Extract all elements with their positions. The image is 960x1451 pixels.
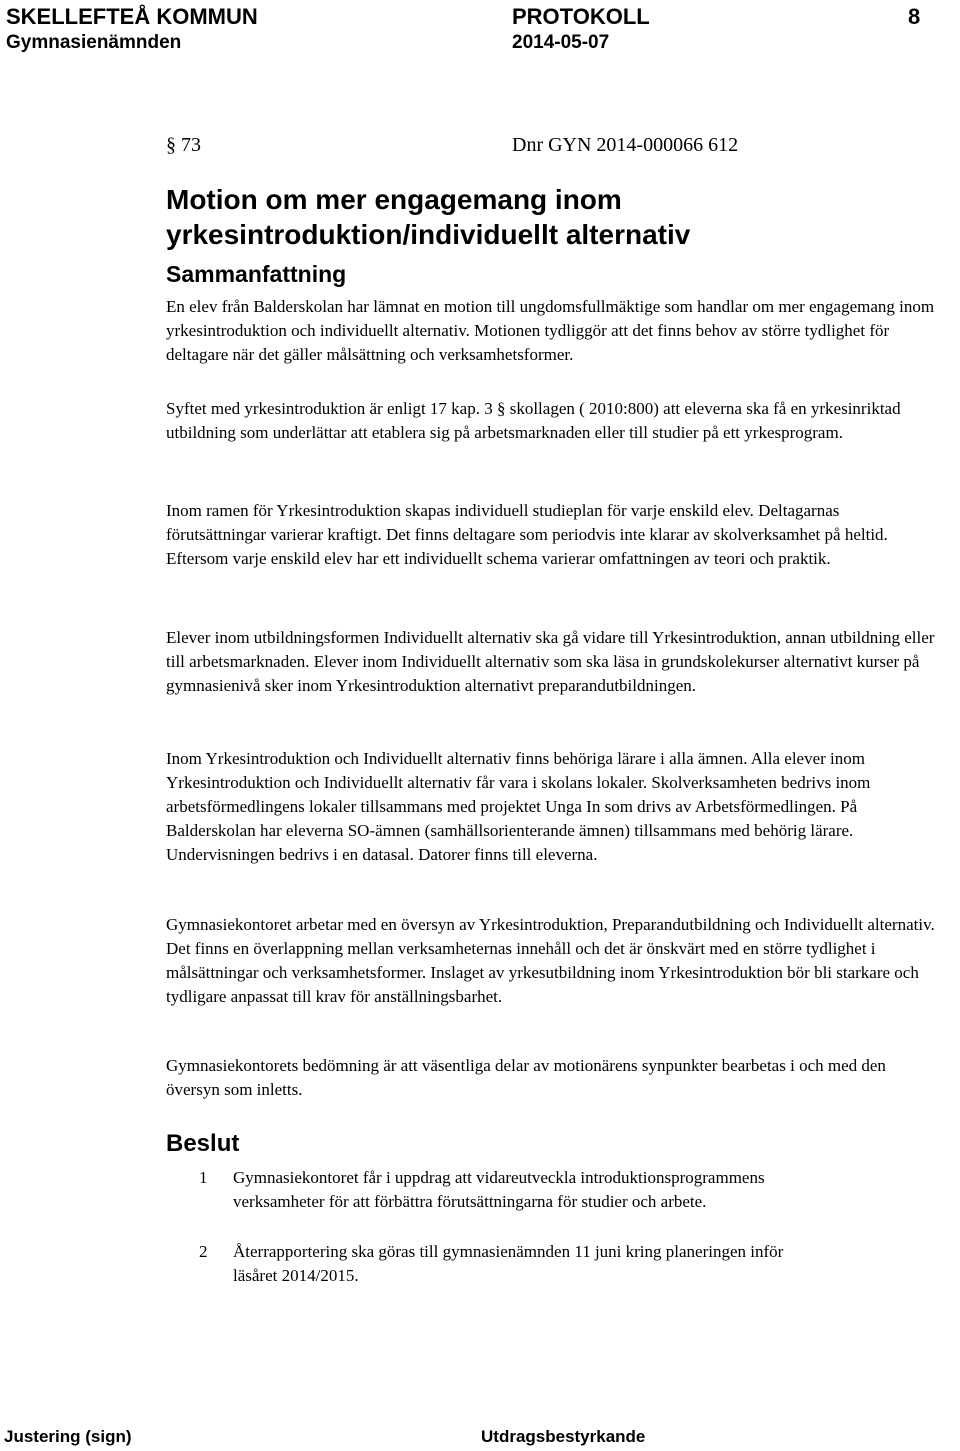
decision-item-number: 1 [199, 1168, 208, 1187]
paragraph-number: § 73 [166, 134, 201, 156]
decision-item-text: Gymnasiekontoret får i uppdrag att vidareutveckla introduktionsprogrammens verksamheter för att förbättra förutsättningarna för studier och arbete. [233, 1168, 765, 1211]
case-reference: Dnr GYN 2014-000066 612 [512, 134, 739, 156]
committee-name: Gymnasienämnden [6, 32, 182, 53]
decision-item-text: Återrapportering ska göras till gymnasienämnden 11 juni kring planeringen inför läsåret 2014/2015. [233, 1242, 784, 1285]
signature-label: Justering (sign) [4, 1427, 132, 1446]
summary-paragraph: Gymnasiekontorets bedömning är att väsentliga delar av motionärens synpunkter bearbetas i och med den översyn som inletts. [166, 1056, 886, 1099]
summary-paragraph: Inom Yrkesintroduktion och Individuellt alternativ finns behöriga lärare i alla ämnen. Alla elever inom Yrkesintroduktion och Individuellt alternativ får vara i skolans lokaler. Skolverksamheten bedrivs inom arbetsförmedlingens lokaler tillsammans med projektet Unga In som drivs av Arbetsförmedlingen. På Balderskolan har eleverna SO-ämnen (samhällsorienterande ämnen) tillsammans med behörig lärare. Undervisningen bedrivs i en datasal. Datorer finns till eleverna. [166, 749, 871, 864]
meeting-date: 2014-05-07 [512, 32, 610, 53]
decision-heading: Beslut [166, 1130, 240, 1157]
document-type: PROTOKOLL [512, 4, 650, 29]
summary-paragraph: Elever inom utbildningsformen Individuellt alternativ ska gå vidare till Yrkesintroduktion, annan utbildning eller till arbetsmarknaden. Elever inom Individuellt alternativ som ska läsa in grundskolekurser alternativt kurser på gymnasienivå sker inom Yrkesintroduktion alternativt preparandutbildningen. [166, 628, 935, 695]
summary-paragraph: Syftet med yrkesintroduktion är enligt 17 kap. 3 § skollagen ( 2010:800) att eleverna ska få en yrkesinriktad utbildning som underlättar att etablera sig på arbetsmarknaden eller till studier på ett yrkesprogram. [166, 399, 901, 442]
organization-name: SKELLEFTEÅ KOMMUN [6, 4, 258, 29]
summary-heading: Sammanfattning [166, 261, 347, 287]
summary-paragraph: Gymnasiekontoret arbetar med en översyn av Yrkesintroduktion, Preparandutbildning och Individuellt alternativ. Det finns en överlappning mellan verksamheternas innehåll och det är önskvärt med en större tydlighet i målsättningar och verksamhetsformer. Inslaget av yrkesutbildning inom Yrkesintroduktion bör bli starkare och tydligare anpassat till krav för anställningsbarhet. [166, 915, 935, 1006]
summary-paragraph: En elev från Balderskolan har lämnat en motion till ungdomsfullmäktige som handlar om mer engagemang inom yrkesintroduktion och individuellt alternativ. Motionen tydliggör att det finns behov av större tydlighet för deltagare när det gäller målsättning och verksamhetsformer. [166, 297, 935, 364]
decision-item-number: 2 [199, 1242, 208, 1261]
page-number: 8 [908, 4, 921, 29]
summary-paragraph: Inom ramen för Yrkesintroduktion skapas individuell studieplan för varje enskild elev. Deltagarnas förutsättningar varierar kraftigt. Det finns deltagare som periodvis inte klarar av skolverksamhet på heltid. Eftersom varje enskild elev har ett individuellt schema varierar omfattningen av teori och praktik. [166, 501, 888, 568]
document-title: Motion om mer engagemang inom yrkesintroduktion/individuellt alternativ [166, 184, 691, 250]
certification-label: Utdragsbestyrkande [481, 1427, 646, 1446]
